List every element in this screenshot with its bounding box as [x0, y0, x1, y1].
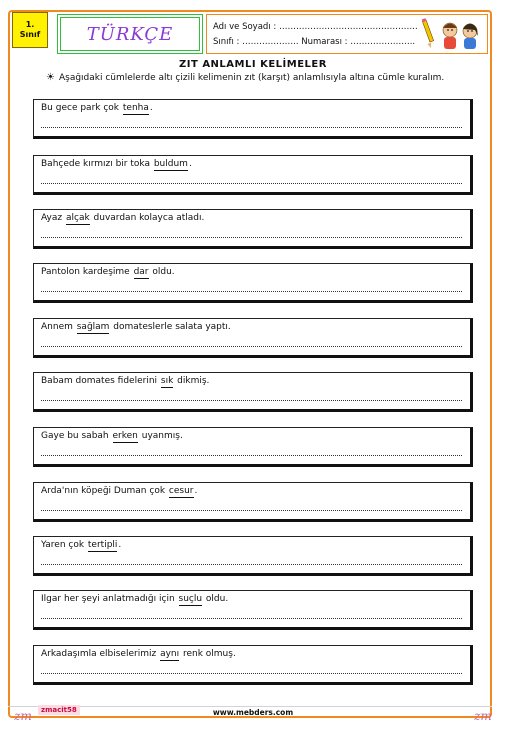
sentence-text: Bahçede kırmızı bir toka	[41, 159, 153, 169]
answer-line[interactable]	[41, 346, 462, 347]
question-sentence	[41, 594, 228, 604]
answer-line[interactable]	[41, 183, 462, 184]
sentence-text: dikmiş.	[174, 376, 210, 386]
sentence-text: Ayaz	[41, 213, 65, 223]
underlined-word: suçlu	[178, 594, 203, 604]
sentence-text: uyanmış.	[138, 431, 183, 441]
answer-line[interactable]	[41, 291, 462, 292]
subject-title: TÜRKÇE	[86, 23, 174, 45]
question-sentence	[41, 486, 197, 496]
question-sentence	[41, 159, 192, 169]
website-url[interactable]: www.mebders.com	[212, 708, 294, 717]
sentence-text: Babam domates fidelerini	[41, 376, 160, 386]
answer-line[interactable]	[41, 400, 462, 401]
sentence-text: domateslerle salata yaptı.	[110, 322, 231, 332]
sentence-text: oldu.	[203, 594, 229, 604]
question-sentence	[41, 540, 121, 550]
sentence-text: Bu gece park çok	[41, 103, 122, 113]
underlined-word: aynı	[160, 649, 180, 659]
kids-pencil-icon	[420, 16, 486, 52]
sentence-text: .	[149, 103, 153, 113]
question-box	[33, 263, 473, 303]
name-field[interactable]: Adı ve Soyadı : ………………………………………….	[213, 22, 418, 32]
underlined-word: tertipli	[87, 540, 118, 550]
sun-icon: ☀	[46, 72, 55, 83]
sentence-text: .	[194, 486, 198, 496]
underlined-word: sağlam	[76, 322, 110, 332]
answer-line[interactable]	[41, 618, 462, 619]
worksheet-title: ZIT ANLAMLI KELİMELER	[179, 59, 327, 70]
question-box	[33, 590, 473, 630]
question-box	[33, 645, 473, 685]
answer-line[interactable]	[41, 127, 462, 128]
question-sentence	[41, 322, 231, 332]
sentence-text: Arkadaşımla elbiselerimiz	[41, 649, 160, 659]
instruction-text: Aşağıdaki cümlelerde altı çizili kelimenin zıt (karşıt) anlamlısıyla altına cümle kuralım.	[58, 73, 445, 83]
underlined-word: dar	[133, 267, 149, 277]
question-box	[33, 427, 473, 467]
grade-label: Sınıf	[19, 30, 41, 39]
sentence-text: .	[188, 159, 192, 169]
sentence-text: Annem	[41, 322, 76, 332]
sentence-text: .	[118, 540, 122, 550]
underlined-word: cesur	[168, 486, 194, 496]
question-sentence	[41, 103, 153, 113]
underlined-word: erken	[112, 431, 138, 441]
sentence-text: Yaren çok	[41, 540, 87, 550]
grade-number: 1.	[25, 20, 35, 30]
question-box	[33, 209, 473, 249]
answer-line[interactable]	[41, 510, 462, 511]
subject-box	[57, 14, 203, 54]
sentence-text: Pantolon kardeşime	[41, 267, 133, 277]
question-box	[33, 482, 473, 522]
underlined-word: buldum	[153, 159, 188, 169]
class-number-field[interactable]: Sınıfı : ……………….. Numarası : …………………..	[213, 37, 416, 47]
sentence-text: oldu.	[149, 267, 175, 277]
question-sentence	[41, 213, 204, 223]
question-sentence	[41, 649, 236, 659]
sentence-text: Arda'nın köpeği Duman çok	[41, 486, 168, 496]
underlined-word: alçak	[65, 213, 90, 223]
sentence-text: renk olmuş.	[180, 649, 236, 659]
grade-badge	[12, 12, 48, 48]
underlined-word: tenha	[122, 103, 149, 113]
question-box	[33, 372, 473, 412]
question-box	[33, 155, 473, 195]
question-box	[33, 318, 473, 358]
instruction	[46, 73, 444, 83]
zm-logo-left: zm	[14, 709, 32, 723]
sentence-text: Ilgar her şeyi anlatmadığı için	[41, 594, 178, 604]
author-tag: zmacit58	[38, 705, 80, 715]
question-box	[33, 99, 473, 139]
question-sentence	[41, 376, 209, 386]
sentence-text: Gaye bu sabah	[41, 431, 112, 441]
footer-divider	[8, 706, 492, 707]
answer-line[interactable]	[41, 673, 462, 674]
underlined-word: sık	[160, 376, 174, 386]
answer-line[interactable]	[41, 564, 462, 565]
question-sentence	[41, 431, 183, 441]
answer-line[interactable]	[41, 237, 462, 238]
answer-line[interactable]	[41, 455, 462, 456]
question-sentence	[41, 267, 175, 277]
zm-logo-right: zm	[474, 709, 492, 723]
sentence-text: duvardan kolayca atladı.	[90, 213, 205, 223]
question-box	[33, 536, 473, 576]
